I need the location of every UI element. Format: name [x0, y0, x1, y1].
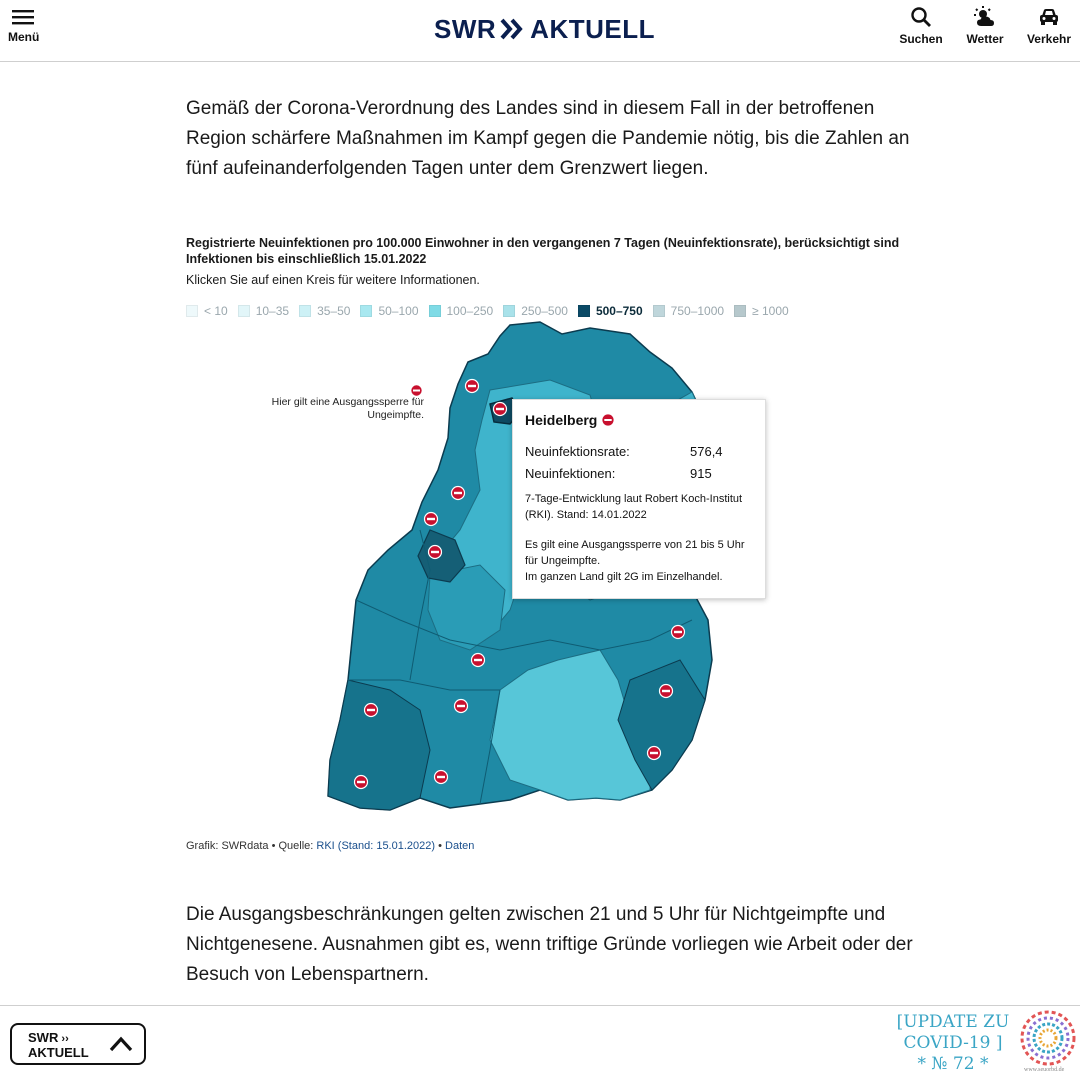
curfew-marker[interactable]	[648, 747, 661, 760]
update-watermark	[890, 1012, 1016, 1075]
legend-label: 10–35	[255, 304, 290, 318]
update-line-2: COVID-19 ]	[903, 1033, 1003, 1053]
seal-logo	[1020, 1010, 1076, 1066]
curfew-marker[interactable]	[455, 700, 468, 713]
site-credit: www.seuorbd.de	[1024, 1067, 1065, 1073]
traffic-label: Verkehr	[1026, 32, 1072, 46]
legend-label: 35–50	[317, 304, 351, 318]
chart-legend	[186, 304, 799, 318]
legend-item[interactable]	[503, 304, 568, 318]
legend-label: 500–750	[595, 304, 643, 318]
legend-swatch	[429, 305, 441, 317]
legend-label: ≥ 1000	[752, 304, 789, 318]
legend-item[interactable]	[360, 304, 418, 318]
double-chevron-icon: ››	[58, 1033, 69, 1045]
map-tooltip	[512, 399, 766, 599]
annotation-text: Hier gilt eine Ausgangssperre für Ungeimpfte.	[271, 396, 424, 421]
legend-item[interactable]	[186, 304, 228, 318]
legend-label: 750–1000	[670, 304, 725, 318]
menu-label: Menü	[8, 30, 40, 44]
chart-title: Registrierte Neuinfektionen pro 100.000 Einwohner in den vergangenen 7 Tagen (Neuinfektionsrate), berücksichtigt sind Infektionen bis einschließlich 15.01.2022	[186, 236, 900, 266]
double-chevron-icon	[500, 18, 524, 40]
no-entry-icon	[411, 385, 422, 396]
search-label: Suchen	[899, 32, 943, 46]
legend-swatch	[186, 305, 198, 317]
legend-swatch	[653, 305, 665, 317]
no-entry-icon	[602, 414, 614, 426]
curfew-marker[interactable]	[435, 771, 448, 784]
map-annotation	[250, 385, 424, 422]
tooltip-curfew-note: Es gilt eine Ausgangssperre von 21 bis 5 Uhr für Ungeimpfte.	[525, 539, 745, 567]
article-paragraph: Die Ausgangsbeschränkungen gelten zwischen 21 und 5 Uhr für Nichtgeimpfte und Nichtgenesene. Ausnahmen gibt es, wenn triftige Gründe vorliegen wie Arbeit oder der Besuch von Lebenspartnern.	[186, 904, 913, 985]
data-link[interactable]: Daten	[445, 840, 475, 852]
bottom-logo-swr: SWR	[28, 1030, 59, 1045]
weather-label: Wetter	[966, 32, 1004, 46]
hamburger-icon	[12, 8, 34, 26]
legend-label: 100–250	[446, 304, 494, 318]
logo-aktuell: AKTUELL	[530, 13, 655, 44]
tooltip-rate-label: Neuinfektionsrate:	[525, 444, 630, 459]
search-icon	[910, 6, 932, 28]
weather-icon	[973, 6, 997, 28]
curfew-marker[interactable]	[355, 776, 368, 789]
menu-button[interactable]	[8, 8, 52, 44]
legend-item[interactable]	[299, 304, 350, 318]
logo-swr: SWR	[434, 13, 497, 44]
curfew-marker[interactable]	[472, 654, 485, 667]
legend-swatch	[578, 305, 590, 317]
legend-swatch	[238, 305, 250, 317]
legend-item[interactable]	[238, 304, 289, 318]
legend-swatch	[360, 305, 372, 317]
back-to-top-button[interactable]	[10, 1023, 146, 1065]
chart-source	[186, 840, 474, 852]
legend-swatch	[503, 305, 515, 317]
tooltip-cases-label: Neuinfektionen:	[525, 466, 616, 481]
bottom-logo-aktuell: AKTUELL	[28, 1045, 89, 1060]
update-line-3: * № 72 *	[917, 1054, 989, 1074]
search-button[interactable]	[898, 6, 944, 46]
tooltip-rate-value: 576,4	[690, 444, 723, 459]
legend-swatch	[299, 305, 311, 317]
site-header	[0, 0, 1080, 62]
curfew-marker[interactable]	[494, 403, 507, 416]
chart-subtitle: Klicken Sie auf einen Kreis für weitere Informationen.	[186, 273, 480, 287]
article-paragraph: Gemäß der Corona-Verordnung des Landes sind in diesem Fall in der betroffenen Region schärfere Maßnahmen im Kampf gegen die Pandemie nötig, bis die Zahlen an fünf aufeinanderfolgenden Tagen unter dem Grenzwert liegen.	[186, 98, 910, 179]
curfew-marker[interactable]	[365, 704, 378, 717]
curfew-marker[interactable]	[425, 513, 438, 526]
source-separator: •	[435, 840, 446, 852]
legend-label: < 10	[204, 304, 228, 318]
tooltip-title: Heidelberg	[525, 412, 598, 428]
legend-label: 50–100	[378, 304, 419, 318]
rki-source-link[interactable]: RKI (Stand: 15.01.2022)	[316, 840, 436, 852]
curfew-marker[interactable]	[660, 685, 673, 698]
curfew-marker[interactable]	[429, 546, 442, 559]
traffic-button[interactable]	[1026, 6, 1072, 46]
legend-item[interactable]	[653, 304, 724, 318]
tooltip-retail-note: Im ganzen Land gilt 2G im Einzelhandel.	[525, 571, 723, 583]
legend-label: 250–500	[521, 304, 568, 318]
legend-item[interactable]	[429, 304, 494, 318]
legend-item[interactable]	[734, 304, 789, 318]
update-line-1: [UPDATE ZU	[896, 1012, 1010, 1032]
source-prefix: Grafik: SWRdata • Quelle:	[186, 840, 317, 852]
weather-button[interactable]	[962, 6, 1008, 46]
curfew-marker[interactable]	[672, 626, 685, 639]
chevron-up-icon	[108, 1034, 134, 1054]
car-icon	[1038, 6, 1060, 28]
curfew-marker[interactable]	[466, 380, 479, 393]
tooltip-cases-value: 915	[690, 466, 712, 481]
legend-item[interactable]	[578, 304, 643, 318]
swr-aktuell-logo[interactable]	[434, 14, 655, 44]
tooltip-trend-note: 7-Tage-Entwicklung laut Robert Koch-Institut (RKI). Stand: 14.01.2022	[525, 493, 743, 521]
curfew-marker[interactable]	[452, 487, 465, 500]
legend-swatch	[734, 305, 746, 317]
